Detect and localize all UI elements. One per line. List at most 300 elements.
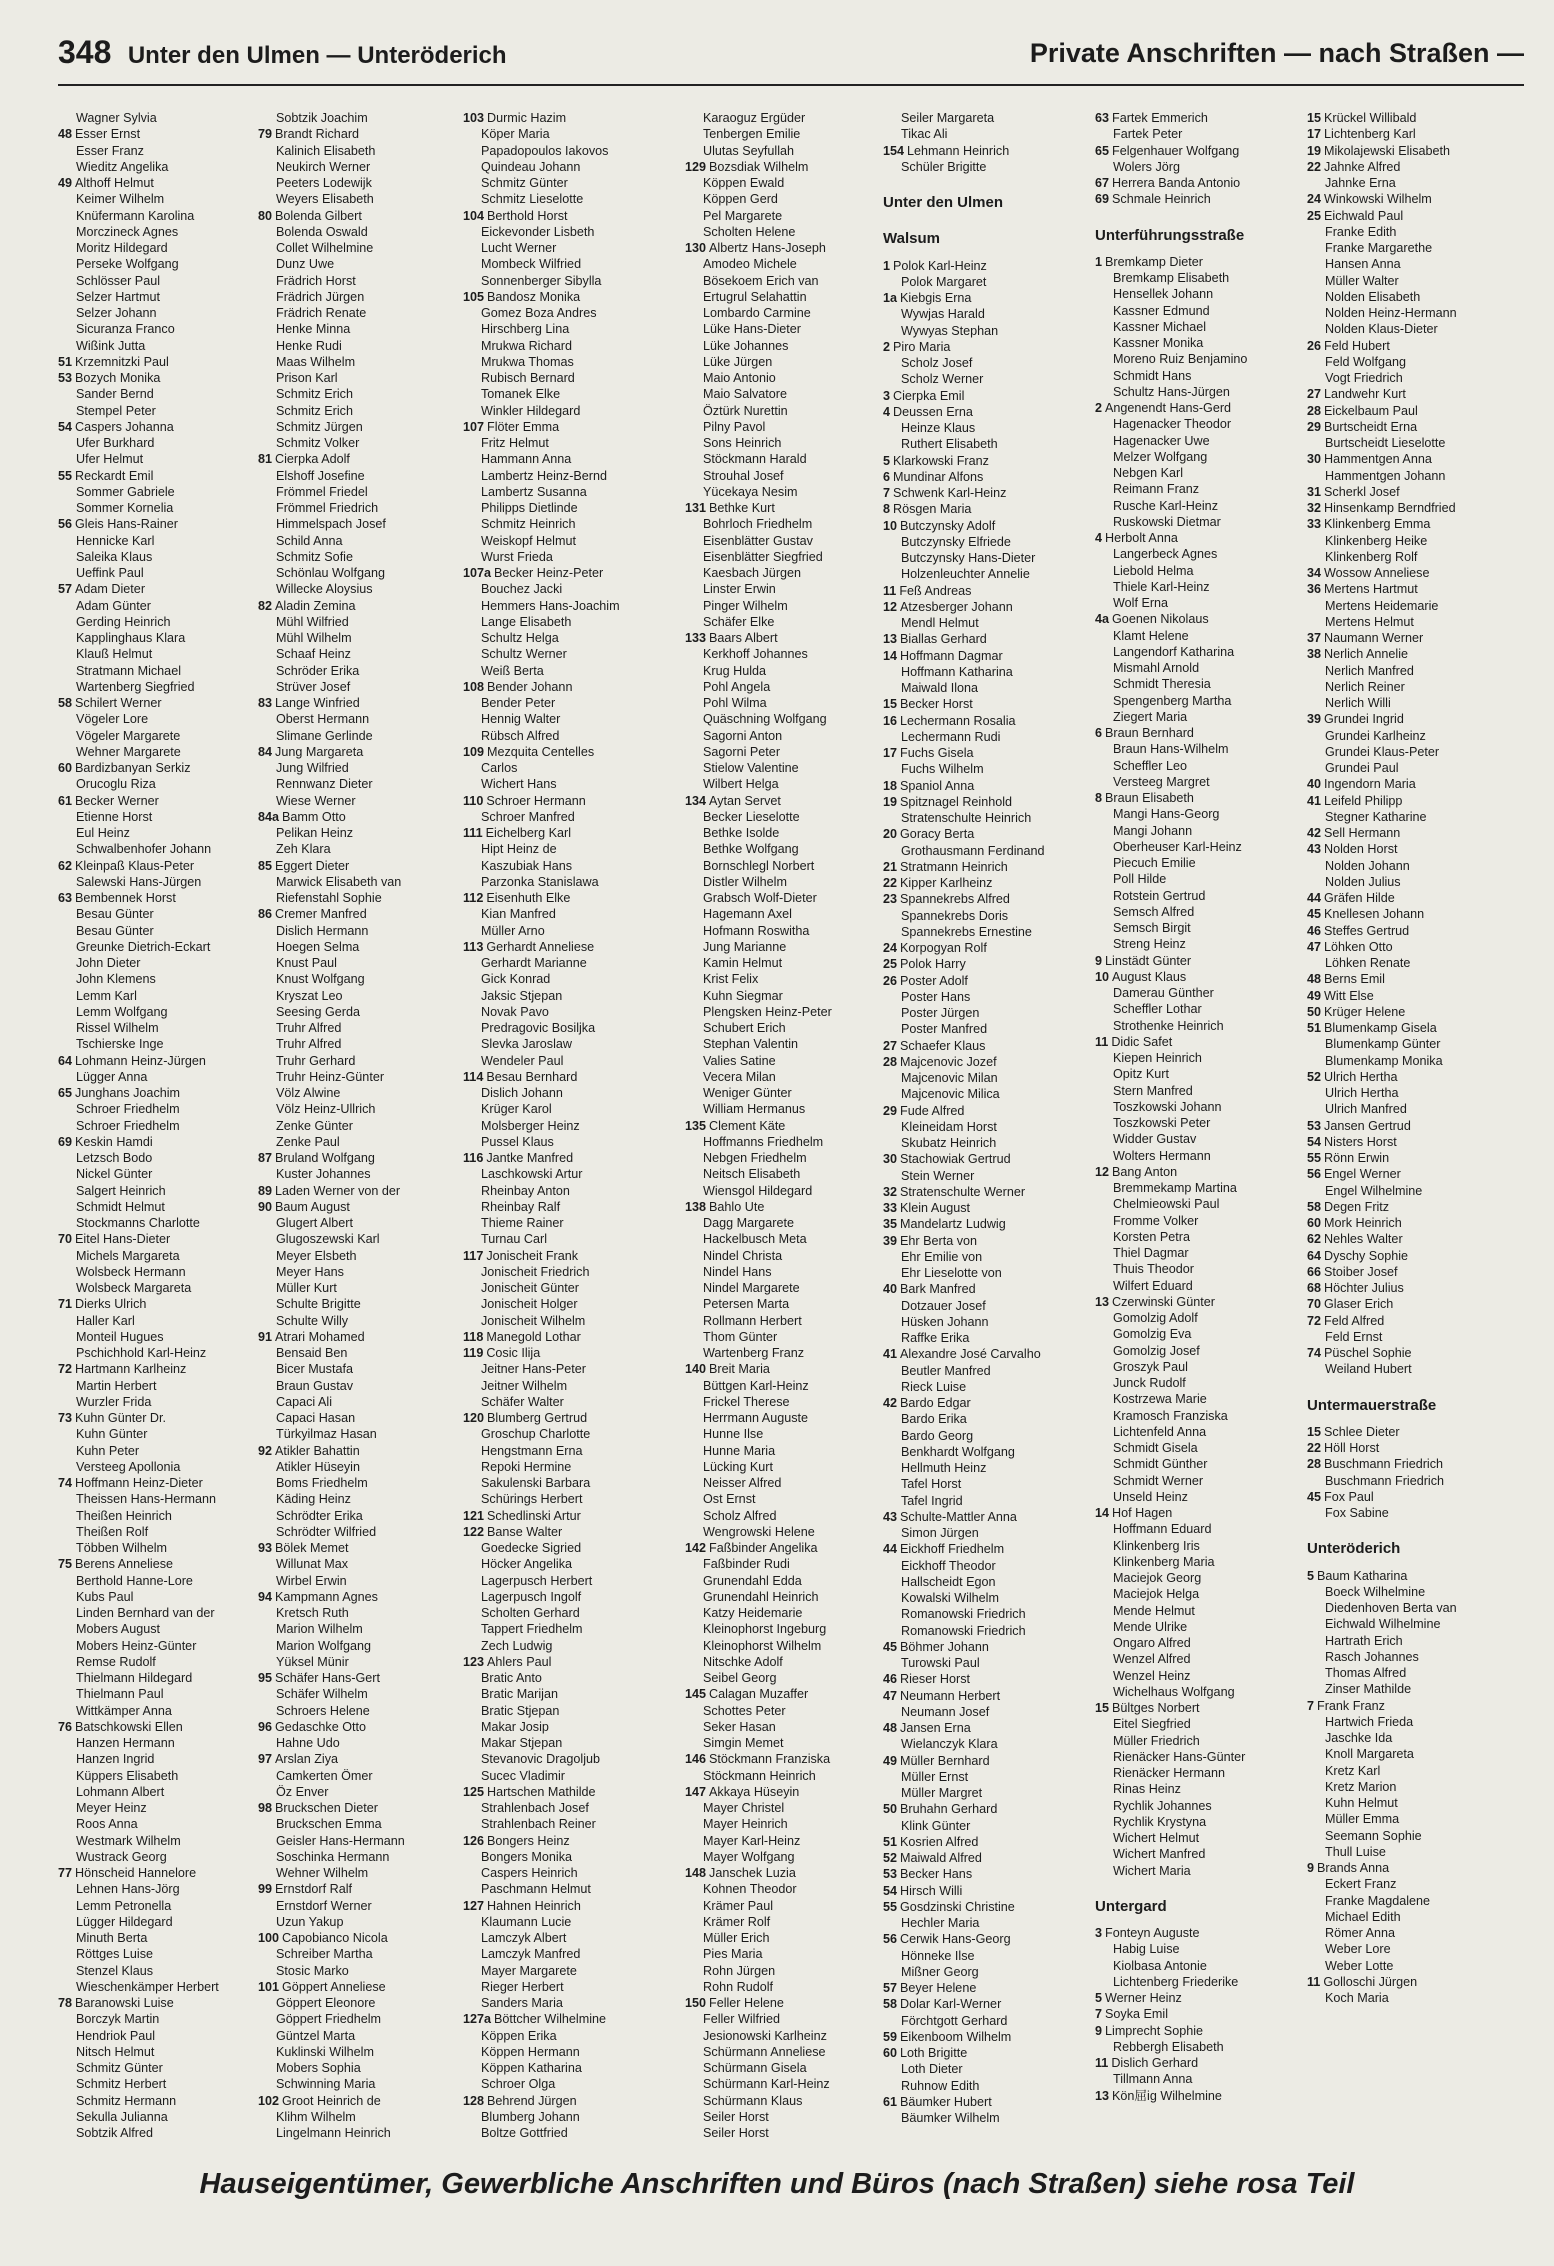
resident-name: Gomolzig Adolf <box>1113 1311 1198 1325</box>
resident-name: Jeitner Wilhelm <box>481 1378 568 1393</box>
resident-name: Schulte Willy <box>276 1313 349 1328</box>
resident-name: Römer Anna <box>1325 1926 1396 1940</box>
resident-entry <box>883 1639 1093 1655</box>
resident-name: Eickhoff Theodor <box>901 1558 996 1573</box>
resident-name: Krzemnitzki Paul <box>75 354 169 369</box>
resident-entry <box>1095 2055 1305 2071</box>
resident-entry <box>1095 790 1305 806</box>
house-number: 81 <box>258 452 273 467</box>
resident-entry <box>883 1184 1093 1200</box>
resident-name: Müller Friedrich <box>1113 1733 1200 1748</box>
resident-entry <box>58 776 256 792</box>
resident-name: Klinkenberg Iris <box>1113 1538 1200 1553</box>
resident-name: Schönlau Wolfgang <box>276 566 385 580</box>
resident-entry <box>883 371 1093 387</box>
resident-entry <box>463 1751 683 1767</box>
resident-name: Kamin Helmut <box>703 956 783 970</box>
resident-name: Didic Safet <box>1111 1034 1173 1049</box>
house-number: 60 <box>1307 1216 1322 1230</box>
house-number: 83 <box>258 696 273 710</box>
resident-name: Eisenhuth Elke <box>486 891 571 905</box>
resident-entry <box>1095 1131 1305 1147</box>
resident-entry <box>1307 1183 1524 1199</box>
house-number: 46 <box>1307 923 1322 938</box>
resident-entry <box>685 419 881 435</box>
resident-name: Dolar Karl-Werner <box>900 1997 1002 2012</box>
resident-entry <box>258 1150 461 1166</box>
resident-entry <box>1307 1004 1524 1020</box>
resident-entry <box>883 1379 1093 1395</box>
resident-name: Stoiber Josef <box>1324 1264 1398 1279</box>
resident-name: Knust Wolfgang <box>276 972 365 987</box>
resident-name: Goenen Nikolaus <box>1112 612 1209 627</box>
resident-name: Jansen Gertrud <box>1324 1118 1411 1133</box>
resident-entry <box>685 825 881 841</box>
house-number: 146 <box>685 1752 707 1767</box>
resident-entry <box>883 1883 1093 1899</box>
resident-entry <box>685 1248 881 1264</box>
resident-entry <box>883 436 1093 452</box>
resident-name: Rubisch Bernard <box>481 371 575 385</box>
house-number: 59 <box>883 2029 898 2044</box>
resident-entry <box>258 841 461 857</box>
resident-entry <box>463 825 683 841</box>
house-number: 19 <box>1307 143 1322 158</box>
resident-name: Schmidt Hans <box>1113 368 1192 383</box>
resident-entry <box>883 469 1093 485</box>
resident-entry <box>1307 338 1524 354</box>
resident-name: Stielow Valentine <box>703 761 799 775</box>
resident-entry <box>1095 335 1305 351</box>
resident-name: Unseld Heinz <box>1113 1489 1188 1504</box>
house-number: 22 <box>883 876 898 890</box>
house-number: 28 <box>1307 403 1322 418</box>
resident-name: Riefenstahl Sophie <box>276 891 382 905</box>
resident-name: Poster Jürgen <box>901 1006 980 1020</box>
resident-name: Maiwald Ilona <box>901 681 979 695</box>
resident-name: Knüfermann Karolina <box>76 208 195 223</box>
house-number: 99 <box>258 1882 273 1897</box>
resident-entry <box>883 485 1093 501</box>
resident-entry <box>463 1540 683 1556</box>
resident-entry <box>685 841 881 857</box>
resident-entry <box>463 1654 683 1670</box>
resident-name: Blumberg Gertrud <box>487 1411 588 1425</box>
resident-name: Skubatz Heinrich <box>901 1136 997 1150</box>
resident-name: Kubs Paul <box>76 1589 134 1604</box>
resident-entry <box>883 1623 1093 1639</box>
resident-name: Jantke Manfred <box>486 1151 574 1165</box>
resident-name: Klinkenberg Rolf <box>1325 549 1418 564</box>
resident-name: Schlee Dieter <box>1324 1424 1400 1439</box>
house-number: 54 <box>1307 1134 1322 1149</box>
resident-name: Eisenblätter Siegfried <box>703 549 823 564</box>
house-number: 13 <box>1095 2088 1110 2103</box>
resident-name: Schulte Brigitte <box>276 1297 361 1312</box>
resident-entry <box>685 370 881 386</box>
resident-name: Müller Walter <box>1325 273 1399 288</box>
resident-name: Mertens Hartmut <box>1324 582 1418 597</box>
resident-name: Piro Maria <box>893 339 951 354</box>
house-number: 128 <box>463 2093 485 2108</box>
resident-name: Knoll Margareta <box>1325 1747 1414 1762</box>
resident-entry <box>258 1443 461 1459</box>
resident-entry <box>58 1394 256 1410</box>
resident-name: Liebold Helma <box>1113 563 1194 578</box>
resident-name: Scheffler Lothar <box>1113 1002 1202 1017</box>
resident-entry <box>58 2060 256 2076</box>
resident-entry <box>463 1898 683 1914</box>
resident-name: Krämer Rolf <box>703 1914 771 1929</box>
resident-name: Wossow Anneliese <box>1324 566 1430 580</box>
resident-name: Stegner Katharine <box>1325 809 1427 824</box>
resident-entry <box>1307 386 1524 402</box>
resident-entry <box>685 711 881 727</box>
resident-name: Ingendorn Maria <box>1324 777 1416 792</box>
resident-name: Wenzel Alfred <box>1113 1652 1191 1667</box>
resident-name: Pohl Wilma <box>703 696 767 710</box>
house-number: 12 <box>883 599 898 614</box>
resident-entry <box>58 1215 256 1231</box>
resident-name: Besau Bernhard <box>486 1069 578 1084</box>
resident-name: Ulrich Manfred <box>1325 1102 1407 1117</box>
resident-name: Perseke Wolfgang <box>76 257 179 272</box>
resident-entry <box>463 143 683 159</box>
resident-name: Korsten Petra <box>1113 1229 1191 1244</box>
resident-name: Bender Johann <box>487 679 573 694</box>
resident-entry <box>463 1231 683 1247</box>
resident-entry <box>1095 563 1305 579</box>
resident-name: Ongaro Alfred <box>1113 1636 1191 1650</box>
resident-entry <box>1095 774 1305 790</box>
resident-entry <box>58 939 256 955</box>
house-number: 15 <box>1307 1424 1322 1439</box>
resident-entry <box>463 2109 683 2125</box>
house-number: 150 <box>685 1996 707 2010</box>
resident-entry <box>258 663 461 679</box>
resident-entry <box>58 1573 256 1589</box>
resident-name: Romanowski Friedrich <box>901 1623 1026 1638</box>
resident-entry <box>685 2028 881 2044</box>
house-number: 95 <box>258 1671 273 1685</box>
house-number: 39 <box>1307 712 1322 727</box>
resident-entry <box>1095 644 1305 660</box>
resident-name: Schäfer Elke <box>703 614 775 629</box>
house-number: 107 <box>463 419 485 434</box>
resident-entry <box>685 1313 881 1329</box>
resident-name: Sander Bernd <box>76 387 154 402</box>
resident-name: Vögeler Lore <box>76 712 149 727</box>
house-number: 78 <box>58 1996 73 2010</box>
resident-name: Hinsenkamp Berndfried <box>1324 501 1456 515</box>
resident-name: Geisler Hans-Hermann <box>276 1833 405 1848</box>
resident-name: Golloschi Jürgen <box>1323 1974 1418 1989</box>
resident-entry <box>685 1638 881 1654</box>
resident-entry <box>1307 1990 1524 2006</box>
resident-entry <box>1307 1844 1524 1860</box>
house-number: 47 <box>883 1688 898 1703</box>
resident-entry <box>1307 143 1524 159</box>
resident-name: Versteeg Apollonia <box>76 1459 181 1474</box>
resident-entry <box>58 354 256 370</box>
resident-name: Melzer Wolfgang <box>1113 449 1208 464</box>
resident-entry <box>258 923 461 939</box>
resident-name: Linden Bernhard van der <box>76 1606 215 1620</box>
resident-entry <box>685 1784 881 1800</box>
resident-name: Wywjas Harald <box>901 307 985 322</box>
resident-entry <box>883 1899 1093 1915</box>
resident-entry <box>1307 760 1524 776</box>
resident-name: Schlösser Paul <box>76 273 160 288</box>
house-number: 35 <box>883 1217 898 1232</box>
resident-name: Sommer Gabriele <box>76 484 175 499</box>
resident-entry <box>463 1865 683 1881</box>
resident-entry <box>58 1930 256 1946</box>
resident-entry <box>58 110 256 126</box>
resident-name: Theissen Hans-Hermann <box>76 1492 216 1507</box>
resident-name: Himmelspach Josef <box>276 517 386 532</box>
house-number: 41 <box>883 1347 898 1362</box>
resident-name: Hüsken Johann <box>901 1314 989 1329</box>
resident-entry <box>1095 1278 1305 1294</box>
resident-entry <box>1095 2039 1305 2055</box>
resident-entry <box>463 305 683 321</box>
resident-entry <box>258 143 461 159</box>
house-number: 2 <box>1095 401 1103 415</box>
house-number: 75 <box>58 1557 73 1572</box>
resident-entry <box>1095 400 1305 416</box>
resident-entry <box>58 1053 256 1069</box>
resident-entry <box>258 208 461 224</box>
resident-entry <box>685 435 881 451</box>
resident-name: Wehner Margarete <box>76 744 181 759</box>
resident-entry <box>1095 270 1305 286</box>
resident-name: Schroer Friedhelm <box>76 1102 180 1117</box>
resident-name: Kretz Karl <box>1325 1763 1381 1778</box>
resident-name: Többen Wilhelm <box>76 1541 167 1555</box>
resident-entry <box>258 386 461 402</box>
resident-name: Grundei Paul <box>1325 761 1399 775</box>
resident-name: Jonischeit Wilhelm <box>481 1313 586 1328</box>
resident-name: Kuhn Günter <box>76 1427 148 1442</box>
resident-entry <box>58 1410 256 1426</box>
resident-name: Adam Günter <box>76 598 151 613</box>
resident-name: Jung Wilfried <box>276 761 349 775</box>
resident-name: Raffke Erika <box>901 1331 970 1345</box>
resident-name: Damerau Günther <box>1113 986 1214 1000</box>
resident-entry <box>1307 728 1524 744</box>
resident-entry <box>685 646 881 662</box>
resident-name: Petersen Marta <box>703 1297 790 1312</box>
resident-entry <box>463 126 683 142</box>
resident-entry <box>883 404 1093 420</box>
house-number: 109 <box>463 744 485 759</box>
resident-name: Schmitz Günter <box>481 176 568 190</box>
resident-entry <box>883 2110 1093 2126</box>
resident-name: Kuhn Helmut <box>1325 1796 1398 1810</box>
resident-name: Nolden Julius <box>1325 874 1401 889</box>
resident-name: Akkaya Hüseyin <box>709 1784 800 1799</box>
resident-name: Schmale Heinrich <box>1112 192 1211 207</box>
resident-entry <box>258 1069 461 1085</box>
resident-entry <box>58 1329 256 1345</box>
resident-entry <box>1307 1925 1524 1941</box>
resident-name: Blumenkamp Monika <box>1325 1053 1443 1068</box>
resident-name: Neukirch Werner <box>276 159 371 174</box>
resident-name: Capobianco Nicola <box>282 1931 388 1945</box>
resident-entry <box>685 1589 881 1605</box>
resident-name: Becker Werner <box>75 793 159 808</box>
resident-name: Nebgen Karl <box>1113 466 1184 480</box>
resident-entry <box>463 370 683 386</box>
house-number: 100 <box>258 1931 280 1945</box>
resident-name: Wiese Werner <box>276 793 356 808</box>
resident-entry <box>258 1849 461 1865</box>
resident-name: Paschmann Helmut <box>481 1882 591 1897</box>
resident-name: Kaesbach Jürgen <box>703 566 802 580</box>
resident-name: Stratmann Michael <box>76 663 181 678</box>
resident-entry <box>258 1313 461 1329</box>
resident-entry <box>1095 953 1305 969</box>
resident-entry <box>463 1280 683 1296</box>
resident-name: Mandelartz Ludwig <box>900 1217 1006 1232</box>
house-number: 8 <box>883 502 891 517</box>
resident-entry <box>1307 1941 1524 1957</box>
house-number: 38 <box>1307 647 1322 662</box>
resident-entry <box>883 1233 1093 1249</box>
resident-name: Mrukwa Thomas <box>481 354 574 369</box>
resident-name: Hennig Walter <box>481 712 561 727</box>
resident-name: Romanowski Friedrich <box>901 1607 1026 1622</box>
resident-entry <box>463 1589 683 1605</box>
resident-name: Nitschke Adolf <box>703 1654 783 1669</box>
resident-entry <box>883 2094 1093 2110</box>
resident-entry <box>1307 695 1524 711</box>
resident-name: Pussel Klaus <box>481 1134 554 1149</box>
resident-entry <box>1095 839 1305 855</box>
resident-name: Mayer Wolfgang <box>703 1849 795 1864</box>
resident-name: Monteil Hugues <box>76 1329 164 1344</box>
resident-name: Seesing Gerda <box>276 1004 361 1019</box>
resident-name: Hartwich Frieda <box>1325 1714 1414 1729</box>
resident-entry <box>883 1525 1093 1541</box>
resident-entry <box>58 159 256 175</box>
resident-entry <box>1307 484 1524 500</box>
resident-name: Rissel Wilhelm <box>76 1021 159 1035</box>
resident-name: Öz Enver <box>276 1784 329 1799</box>
resident-entry <box>1307 1698 1524 1714</box>
resident-entry <box>258 1410 461 1426</box>
resident-name: Aladin Zemina <box>275 598 356 613</box>
resident-name: Spaniol Anna <box>900 778 975 793</box>
resident-entry <box>1095 175 1305 191</box>
resident-entry <box>58 1166 256 1182</box>
resident-entry <box>58 338 256 354</box>
resident-entry <box>883 1558 1093 1574</box>
house-number: 5 <box>1307 1568 1315 1583</box>
resident-entry <box>1095 1473 1305 1489</box>
resident-name: Nindel Hans <box>703 1264 772 1279</box>
resident-entry <box>1095 1245 1305 1261</box>
resident-entry <box>463 1410 683 1426</box>
resident-entry <box>883 501 1093 517</box>
resident-entry <box>258 1166 461 1182</box>
resident-name: Janschek Luzia <box>709 1866 796 1880</box>
resident-name: Lemm Karl <box>76 988 137 1003</box>
resident-entry <box>883 810 1093 826</box>
resident-name: Streng Heinz <box>1113 937 1186 952</box>
resident-name: Pilny Pavol <box>703 419 766 434</box>
resident-name: Durmic Hazim <box>487 111 567 125</box>
resident-name: Klinkenberg Maria <box>1113 1554 1215 1569</box>
resident-entry <box>685 988 881 1004</box>
resident-entry <box>1095 1229 1305 1245</box>
resident-name: Schultz Helga <box>481 631 559 645</box>
resident-entry <box>58 1800 256 1816</box>
resident-entry <box>1307 1616 1524 1632</box>
resident-entry <box>463 386 683 402</box>
resident-name: Baranowski Luise <box>75 1996 174 2010</box>
resident-name: Kleinophorst Wilhelm <box>703 1638 822 1653</box>
resident-name: Bamm Otto <box>282 809 346 824</box>
resident-entry <box>58 728 256 744</box>
resident-name: Pies Maria <box>703 1947 763 1962</box>
resident-name: Sobtzik Alfred <box>76 2126 154 2140</box>
resident-entry <box>258 435 461 451</box>
resident-name: Wustrack Georg <box>76 1849 167 1864</box>
resident-name: Schroer Manfred <box>481 809 575 824</box>
resident-entry <box>258 776 461 792</box>
resident-name: Kuhn Peter <box>76 1443 140 1458</box>
house-number: 135 <box>685 1118 707 1133</box>
resident-entry <box>1095 319 1305 335</box>
resident-name: Braun Hans-Wilhelm <box>1113 742 1229 757</box>
resident-name: Mende Helmut <box>1113 1603 1195 1618</box>
resident-name: Soyka Emil <box>1105 2007 1169 2022</box>
resident-entry <box>58 468 256 484</box>
house-number: 52 <box>883 1851 898 1865</box>
resident-name: Mobers Sophia <box>276 2061 361 2075</box>
resident-entry <box>685 1118 881 1134</box>
resident-entry <box>258 646 461 662</box>
house-number: 55 <box>883 1899 898 1914</box>
resident-entry <box>1095 871 1305 887</box>
resident-entry <box>883 1704 1093 1720</box>
resident-name: Feller Helene <box>709 1996 784 2010</box>
resident-entry <box>258 1134 461 1150</box>
resident-name: Bicer Mustafa <box>276 1362 353 1377</box>
resident-name: Frickel Therese <box>703 1394 790 1409</box>
resident-entry <box>58 1833 256 1849</box>
resident-entry <box>685 273 881 289</box>
resident-name: Ruskowski Dietmar <box>1113 514 1221 529</box>
resident-name: Lüke Johannes <box>703 338 789 353</box>
resident-name: Bremkamp Dieter <box>1105 254 1203 269</box>
resident-entry <box>463 858 683 874</box>
resident-name: Schürmann Anneliese <box>703 2044 826 2059</box>
resident-name: Loth Dieter <box>901 2062 963 2077</box>
resident-name: Tschierske Inge <box>76 1037 164 1052</box>
resident-name: Lemm Petronella <box>76 1898 172 1913</box>
resident-name: Hipt Heinz de <box>481 842 557 857</box>
resident-name: Scholten Gerhard <box>481 1606 580 1620</box>
resident-entry <box>463 1150 683 1166</box>
resident-name: Stöckmann Heinrich <box>703 1768 816 1783</box>
resident-entry <box>258 614 461 630</box>
resident-entry <box>1307 175 1524 191</box>
resident-entry <box>58 386 256 402</box>
house-number: 1a <box>883 291 898 305</box>
